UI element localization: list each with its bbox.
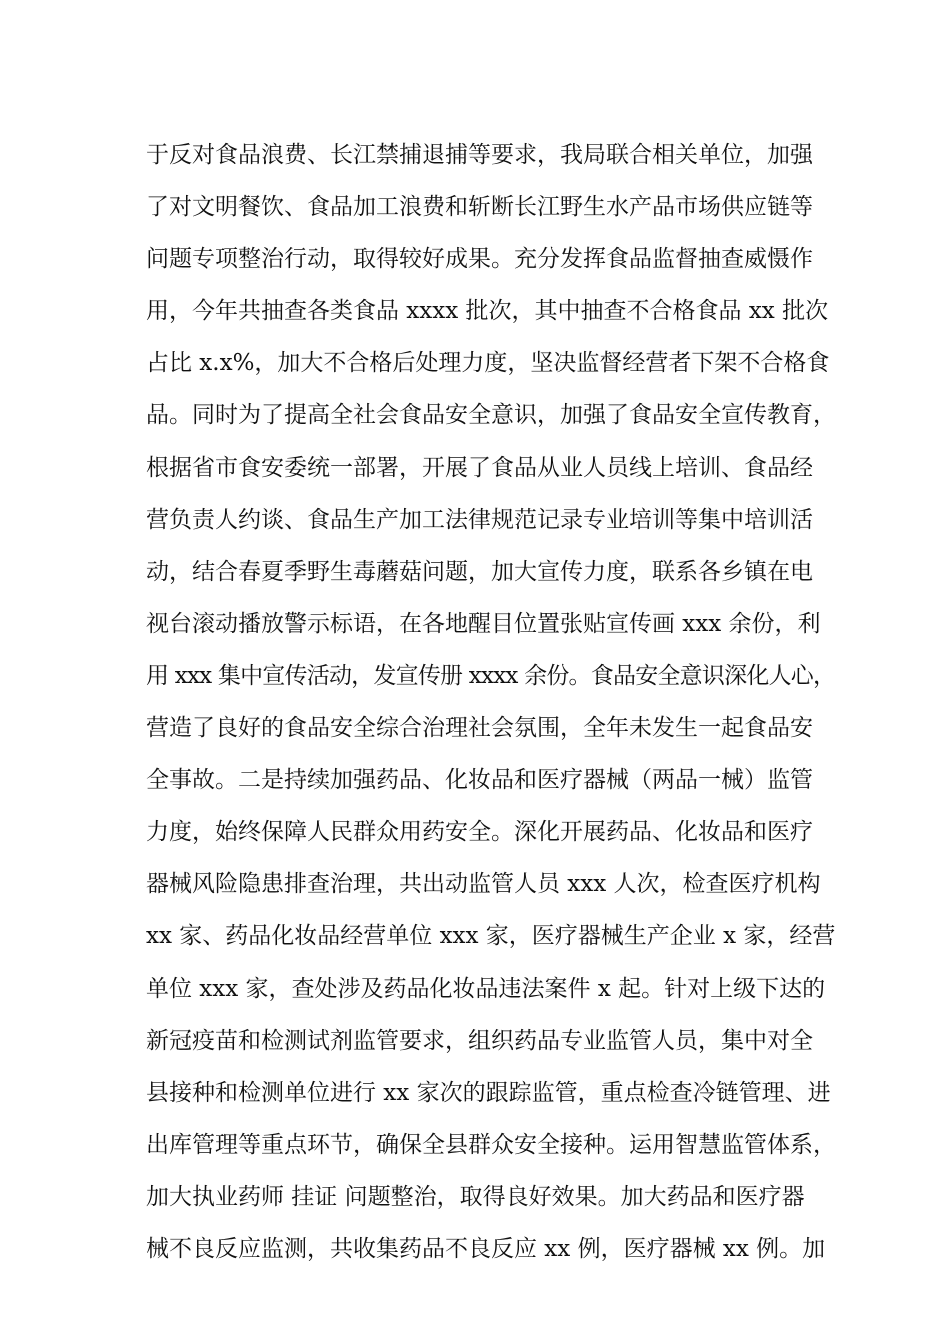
text-line: 动，结合春夏季野生毒蘑菇问题，加大宣传力度，联系各乡镇在电 xyxy=(146,558,813,585)
text-line: 营造了良好的食品安全综合治理社会氛围，全年未发生一起食品安 xyxy=(146,715,813,742)
text-line: 出库管理等重点环节，确保全县群众安全接种。运用智慧监管体系， xyxy=(146,1131,836,1158)
text-line: 品。同时为了提高全社会食品安全意识，加强了食品安全宣传教育， xyxy=(146,402,836,429)
text-line: 器械风险隐患排查治理，共出动监管人员 xxx 人次，检查医疗机构 xyxy=(146,871,821,898)
text-line: 占比 x.x%，加大不合格后处理力度，坚决监督经营者下架不合格食 xyxy=(146,350,830,377)
body-paragraph xyxy=(146,129,836,1275)
text-line: 单位 xxx 家，查处涉及药品化妆品违法案件 x 起。针对上级下达的 xyxy=(146,975,826,1002)
text-line: 根据省市食安委统一部署，开展了食品从业人员线上培训、食品经 xyxy=(146,454,813,481)
text-line: 用，今年共抽查各类食品 xxxx 批次，其中抽查不合格食品 xx 批次 xyxy=(146,298,829,325)
text-line: 加大执业药师 挂证 问题整治，取得良好效果。加大药品和医疗器 xyxy=(146,1183,805,1210)
text-line: 了对文明餐饮、食品加工浪费和斩断长江野生水产品市场供应链等 xyxy=(146,194,813,221)
text-line: 械不良反应监测，共收集药品不良反应 xx 例，医疗器械 xx 例。加 xyxy=(146,1235,826,1262)
text-line: 于反对食品浪费、长江禁捕退捕等要求，我局联合相关单位，加强 xyxy=(146,142,813,168)
text-line: 县接种和检测单位进行 xx 家次的跟踪监管，重点检查冷链管理、进 xyxy=(146,1079,831,1106)
text-line: 新冠疫苗和检测试剂监管要求，组织药品专业监管人员，集中对全 xyxy=(146,1027,813,1054)
text-line: 全事故。二是持续加强药品、化妆品和医疗器械（两品一械）监管 xyxy=(146,767,813,794)
text-line: 视台滚动播放警示标语，在各地醒目位置张贴宣传画 xxx 余份，利 xyxy=(146,610,821,637)
text-line: 力度，始终保障人民群众用药安全。深化开展药品、化妆品和医疗 xyxy=(146,819,813,846)
text-line: 营负责人约谈、食品生产加工法律规范记录专业培训等集中培训活 xyxy=(146,506,813,533)
text-line: 用 xxx 集中宣传活动，发宣传册 xxxx 余份。食品安全意识深化人心， xyxy=(146,662,836,689)
text-line: 问题专项整治行动，取得较好成果。充分发挥食品监督抽查威慑作 xyxy=(146,246,813,273)
text-line: xx 家、药品化妆品经营单位 xxx 家，医疗器械生产企业 x 家，经营 xyxy=(146,923,836,950)
